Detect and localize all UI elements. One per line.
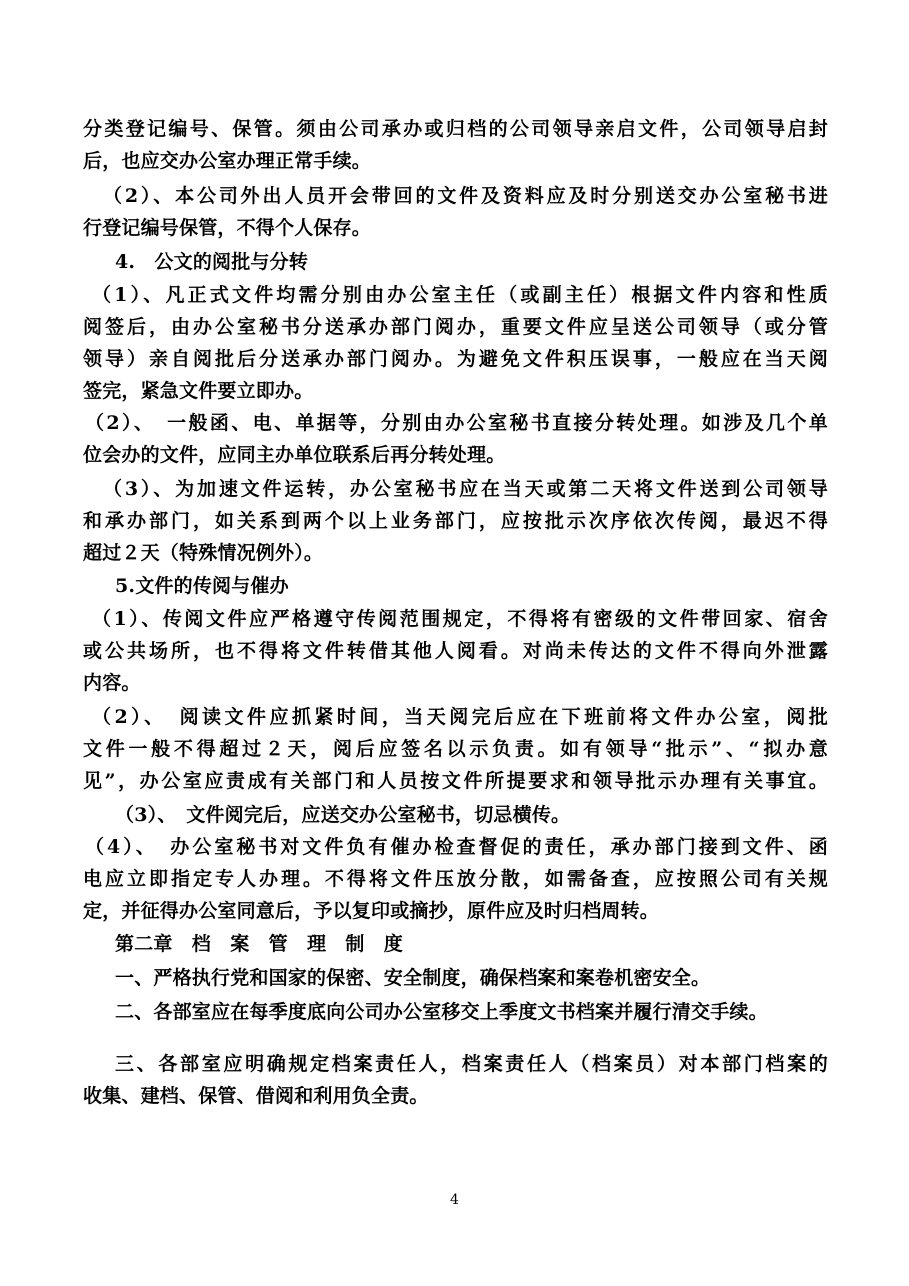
text-line: 阅签后，由办公室秘书分送承办部门阅办，重要文件应呈送公司领导（或分管 xyxy=(83,316,828,338)
text-line: 二、各部室应在每季度底向公司办公室移交上季度文书档案并履行清交手续。 xyxy=(115,1001,768,1023)
text-line: 位会办的文件，应同主办单位联系后再分转处理。 xyxy=(83,444,506,466)
text-line: （2）、本公司外出人员开会带回的文件及资料应及时分别送交办公室秘书进 xyxy=(103,185,828,207)
text-line: 签完，紧急文件要立即办。 xyxy=(83,380,314,402)
text-line: 超过２天（特殊情况例外）。 xyxy=(83,542,324,564)
page-number: 4 xyxy=(450,1192,459,1208)
text-line: 三、各部室应明确规定档案责任人，档案责任人（档案员）对本部门档案的 xyxy=(115,1053,828,1075)
text-line: 电应立即指定专人办理。不得将文件压放分散，如需备查，应按照公司有关规 xyxy=(83,868,828,890)
text-line: 领导）亲自阅批后分送承办部门阅办。为避免文件积压误事，一般应在当天阅 xyxy=(83,348,828,370)
text-line: 一、严格执行党和国家的保密、安全制度，确保档案和案卷机密安全。 xyxy=(115,967,711,989)
section-heading: 5.文件的传阅与催办 xyxy=(115,575,289,597)
text-line: 行登记编号保管，不得个人保存。 xyxy=(83,217,372,239)
text-line: 和承办部门，如关系到两个以上业务部门，应按批示次序依次传阅，最迟不得 xyxy=(83,510,828,532)
text-line: 或公共场所，也不得将文件转借其他人阅看。对尚未传达的文件不得向外泄露 xyxy=(83,640,828,662)
text-line: （4）、 办公室秘书对文件负有催办检查督促的责任，承办部门接到文件、函 xyxy=(85,836,828,858)
text-line: 文件一般不得超过２天，阅后应签名以示负责。如有领导“批示”、“拟办意 xyxy=(83,738,828,760)
text-line: （3）、为加速文件运转，办公室秘书应在当天或第二天将文件送到公司领导 xyxy=(103,478,828,500)
text-line: 见”，办公室应责成有关部门和人员按文件所提要求和领导批示办理有关事宜。 xyxy=(83,770,828,792)
text-line: （1）、凡正式文件均需分别由办公室主任（或副主任）根据文件内容和性质 xyxy=(92,284,828,306)
chapter-heading: 第二章 档 案 管 理 制 度 xyxy=(115,933,404,955)
text-line: 分类登记编号、保管。须由公司承办或归档的公司领导亲启文件，公司领导启封 xyxy=(83,118,828,140)
text-line: （2）、 一般函、电、单据等，分别由办公室秘书直接分转处理。如涉及几个单 xyxy=(85,412,828,434)
text-line: 内容。 xyxy=(83,672,141,694)
text-line: 收集、建档、保管、借阅和利用负全责。 xyxy=(83,1085,429,1107)
text-line: （2）、 阅读文件应抓紧时间，当天阅完后应在下班前将文件办公室，阅批 xyxy=(92,706,828,728)
text-line: （3）、 文件阅完后，应送交办公室秘书，切忌横传。 xyxy=(115,804,571,826)
text-line: 定，并征得办公室同意后，予以复印或摘抄，原件应及时归档周转。 xyxy=(83,900,660,922)
text-line: （1）、传阅文件应严格遵守传阅范围规定，不得将有密级的文件带回家、宿舍 xyxy=(92,608,828,630)
section-heading: 4. 公文的阅批与分转 xyxy=(115,251,309,273)
text-line: 后，也应交办公室办理正常手续。 xyxy=(83,150,372,172)
